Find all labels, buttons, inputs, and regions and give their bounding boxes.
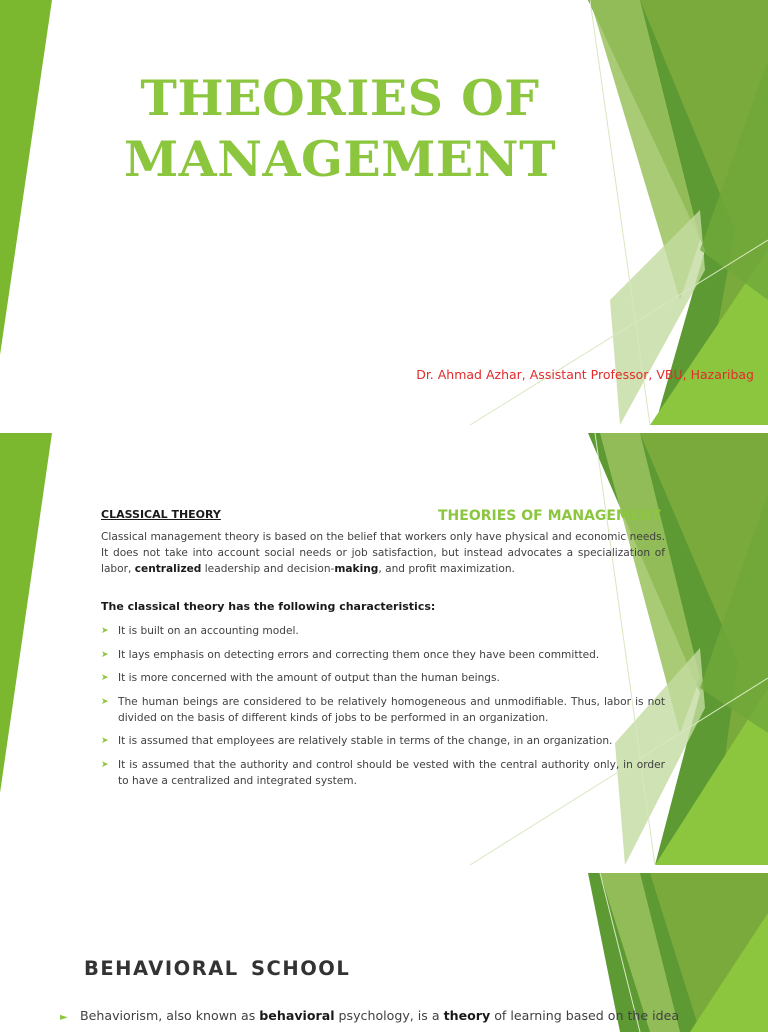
list-item <box>101 694 665 726</box>
title-line-1: THEORIES OF <box>140 69 540 127</box>
list-item-text: It is more concerned with the amount of output than the human beings. <box>118 672 500 684</box>
characteristics-lead: The classical theory has the following characteristics: <box>101 600 436 613</box>
slide-gap <box>0 425 768 433</box>
decorative-background <box>0 0 768 425</box>
triangle-right-icon: ➤ <box>101 649 109 660</box>
section-heading: CLASSICAL THEORY <box>101 508 221 521</box>
list-item-text: It lays emphasis on detecting errors and correcting them once they have been committed. <box>118 648 600 661</box>
paragraph-bold-term: making <box>334 563 379 575</box>
list-item <box>101 647 665 663</box>
list-item <box>101 670 665 686</box>
triangle-right-icon: ➤ <box>101 759 109 770</box>
characteristics-list <box>101 623 665 796</box>
list-item <box>101 757 665 789</box>
triangle-right-icon: ➤ <box>101 696 109 707</box>
paragraph-text: psychology, is a <box>334 1008 444 1023</box>
triangle-right-icon: ➤ <box>101 673 109 683</box>
paragraph-text: leadership and decision- <box>201 563 335 575</box>
paragraph-bold-term: theory <box>443 1008 491 1023</box>
list-item-text: The human beings are considered to be relatively homogeneous and unmodifiable. Thus, labor is not divided on the basis of different kinds of jobs to be performed in an organization. <box>118 695 665 724</box>
title-line-2: MANAGEMENT <box>123 130 557 188</box>
author-credit: Dr. Ahmad Azhar, Assistant Professor, VBU, Hazaribag <box>416 367 754 382</box>
paragraph-bold-term: behavioral <box>259 1008 335 1023</box>
triangle-right-icon: ➤ <box>101 736 109 746</box>
list-item-text: It is assumed that employees are relatively stable in terms of the change, in an organization. <box>118 735 613 747</box>
paragraph-text: Classical management theory is based on the belief that workers only have physical and economic needs. It does not take into account social needs or job satisfaction, but instead advocates a specialization of labor, <box>101 531 665 575</box>
paragraph-bold-term: centralized <box>134 563 202 575</box>
list-item <box>101 733 665 749</box>
list-item-text: It is assumed that the authority and control should be vested with the central authority only, in order to have a centralized and integrated system. <box>118 758 665 787</box>
section-title: BEHAVIORAL SCHOOL <box>84 957 351 980</box>
intro-paragraph <box>80 1008 690 1024</box>
slide-title-heading <box>60 68 620 190</box>
list-item <box>101 623 665 639</box>
paragraph-text: Behaviorism, also known as <box>80 1008 260 1023</box>
intro-paragraph <box>101 529 665 577</box>
slide-gap <box>0 865 768 873</box>
list-item-text: It is built on an accounting model. <box>118 625 299 637</box>
triangle-right-icon: ➤ <box>101 626 109 636</box>
triangle-right-icon: ► <box>60 1012 68 1023</box>
paragraph-text: , and profit maximization. <box>378 563 515 575</box>
slide-title <box>0 0 768 425</box>
slide-title: THEORIES OF MANAGEMENT <box>438 508 661 524</box>
slide-behavioral-school <box>0 873 768 1032</box>
slide-classical-theory <box>0 433 768 865</box>
paragraph-text: of learning based on the idea <box>490 1008 680 1023</box>
